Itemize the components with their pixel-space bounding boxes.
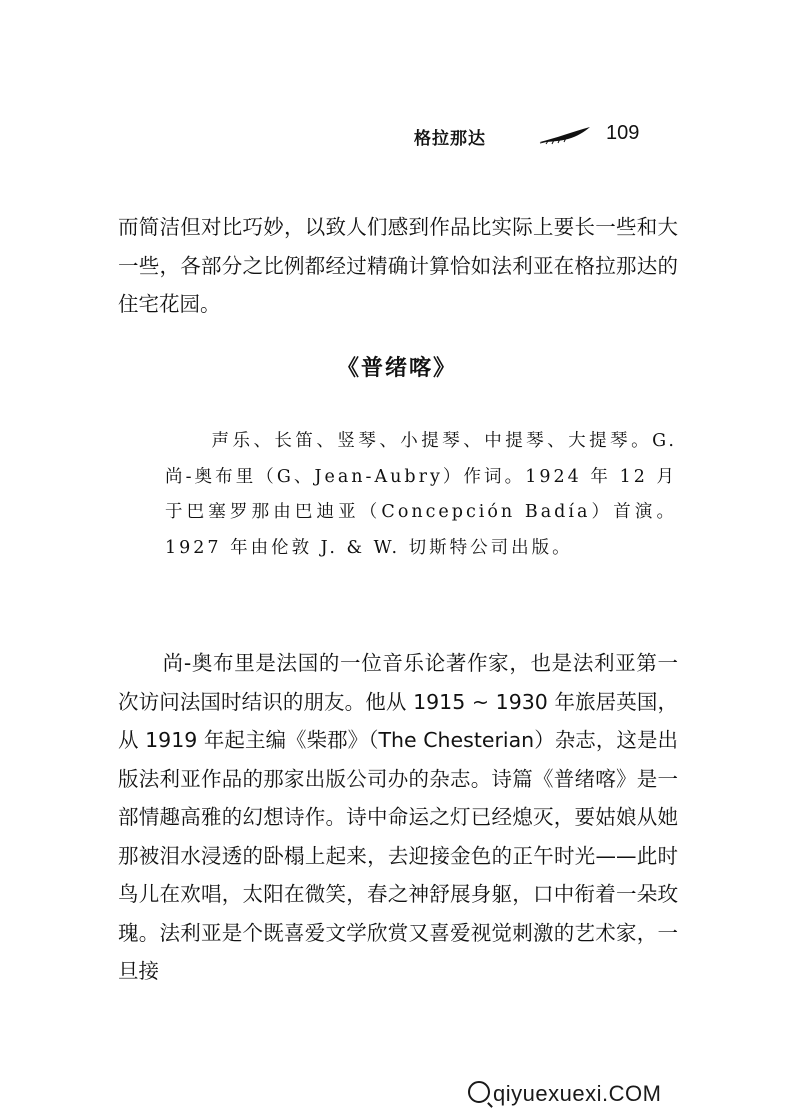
watermark (468, 1081, 661, 1107)
magnifier-icon (468, 1081, 490, 1103)
body-paragraph-2-text: 尚-奥布里是法国的一位音乐论著作家，也是法利亚第一次访问法国时结识的朋友。他从 1915 ~ 1930 年旅居英国，从 1919 年起主编《柴郡》（The Chesterian）杂志，这是出版法利亚作品的那家出版公司办的杂志。诗篇《普绪喀》是一部情趣高雅的幻想诗作。诗中命运之灯已经熄灭，要姑娘从她那被泪水浸透的卧榻上起来，去迎接金色的正午时光——此时鸟儿在欢唱，太阳在微笑，春之神舒展身躯，口中衔着一朵玫瑰。法利亚是个既喜爱文学欣赏又喜爱视觉刺激的艺术家，一旦接 (118, 651, 678, 983)
feather-icon (538, 124, 608, 146)
work-info-text: 声乐、长笛、竖琴、小提琴、中提琴、大提琴。G. 尚-奥布里（G、Jean-Aubry）作词。1924 年 12 月于巴塞罗那由巴迪亚（Concepción Badía）首演。1927 年由伦敦 J. & W. 切斯特公司出版。 (165, 431, 677, 558)
watermark-text: qiyuexuexi.COM (493, 1081, 662, 1106)
body-paragraph-1: 而简洁但对比巧妙，以致人们感到作品比实际上要长一些和大一些，各部分之比例都经过精确计算恰如法利亚在格拉那达的住宅花园。 (118, 215, 678, 316)
section-title: 《普绪喀》 (336, 355, 457, 381)
running-header (414, 122, 674, 152)
body-paragraph-2 (118, 644, 678, 991)
chapter-title: 格拉那达 (414, 129, 486, 149)
work-info (165, 424, 677, 566)
page-number: 109 (606, 122, 640, 144)
